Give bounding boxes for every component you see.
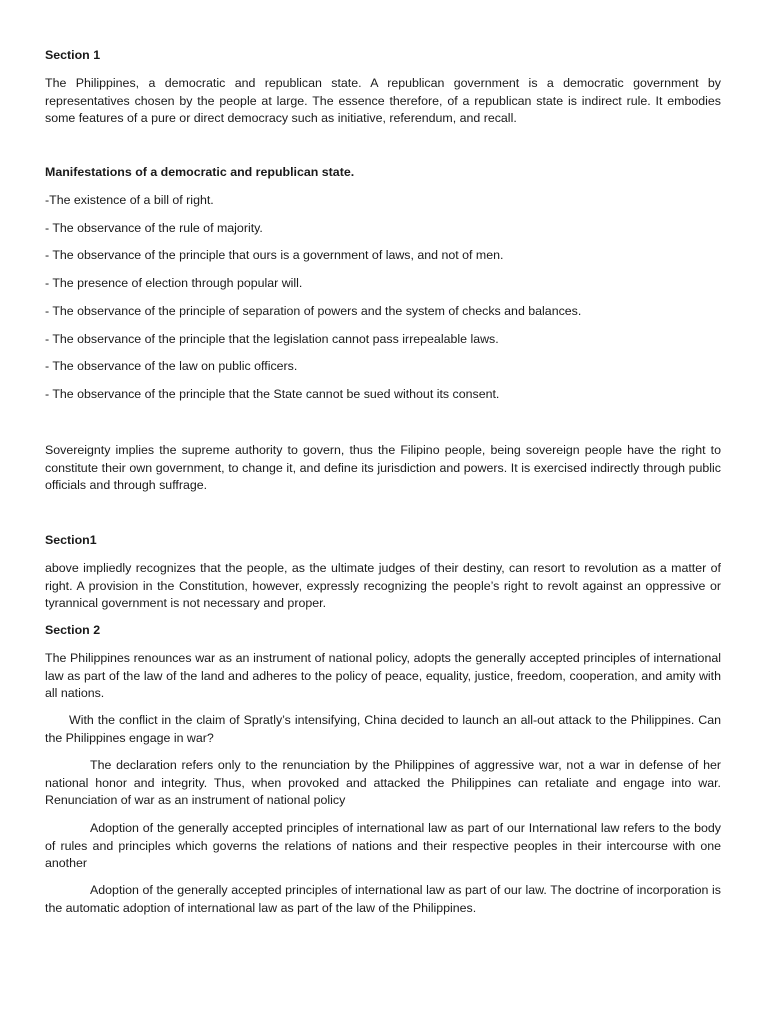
list-item: - The observance of the rule of majority. — [45, 221, 263, 235]
adoption-paragraph-1: Adoption of the generally accepted principles of international law as part of our International law refers to the body of rules and principles which governs the relations of nations and their respective peoples in their intercourse with one another — [45, 821, 721, 870]
adoption-paragraph-2: Adoption of the generally accepted principles of international law as part of our law. The doctrine of incorporation is the automatic adoption of international law as part of the law of the Philippines. — [45, 883, 721, 915]
declaration-paragraph: The declaration refers only to the renunciation by the Philippines of aggressive war, not a war in defense of her national honor and integrity. Thus, when provoked and attacked the Philippines can retaliate and engage into war. Renunciation of war as an instrument of national policy — [45, 758, 721, 807]
section-1-paragraph: The Philippines, a democratic and republican state. A republican government is a democratic government by representatives chosen by the people at large. The essence therefore, of a republican state is indirect rule. It embodies some features of a pure or direct democracy such as initiative, referendum, and recall. — [45, 76, 721, 125]
list-item: - The observance of the principle that the State cannot be sued without its consent. — [45, 387, 500, 401]
sovereignty-paragraph: Sovereignty implies the supreme authority to govern, thus the Filipino people, being sovereign people have the right to constitute their own government, to change it, and define its jurisdiction and powers. It is exercised indirectly through public officials and through suffrage. — [45, 443, 721, 492]
list-item: -The existence of a bill of right. — [45, 193, 214, 207]
list-item: - The observance of the principle of separation of powers and the system of checks and balances. — [45, 304, 582, 318]
list-item: - The observance of the principle that ours is a government of laws, and not of men. — [45, 248, 504, 262]
section-2-paragraph: The Philippines renounces war as an instrument of national policy, adopts the generally accepted principles of international law as part of the law of the land and adheres to the policy of peace, equality, justice, freedom, cooperation, and amity with all nations. — [45, 651, 721, 700]
section-1b-heading: Section1 — [45, 533, 97, 547]
list-item: - The presence of election through popular will. — [45, 276, 303, 290]
section-1-heading: Section 1 — [45, 48, 101, 62]
list-item: - The observance of the law on public officers. — [45, 359, 298, 373]
section-1b-paragraph: above impliedly recognizes that the people, as the ultimate judges of their destiny, can resort to revolution as a matter of right. A provision in the Constitution, however, expressly recognizing the people’s right to revolt against an oppressive or tyrannical government is not necessary and proper. — [45, 561, 721, 610]
manifestations-heading: Manifestations of a democratic and republican state. — [45, 165, 355, 179]
section-2-heading: Section 2 — [45, 623, 101, 637]
spratly-paragraph: With the conflict in the claim of Spratly’s intensifying, China decided to launch an all-out attack to the Philippines. Can the Philippines engage in war? — [45, 713, 721, 745]
list-item: - The observance of the principle that the legislation cannot pass irrepealable laws. — [45, 332, 499, 346]
